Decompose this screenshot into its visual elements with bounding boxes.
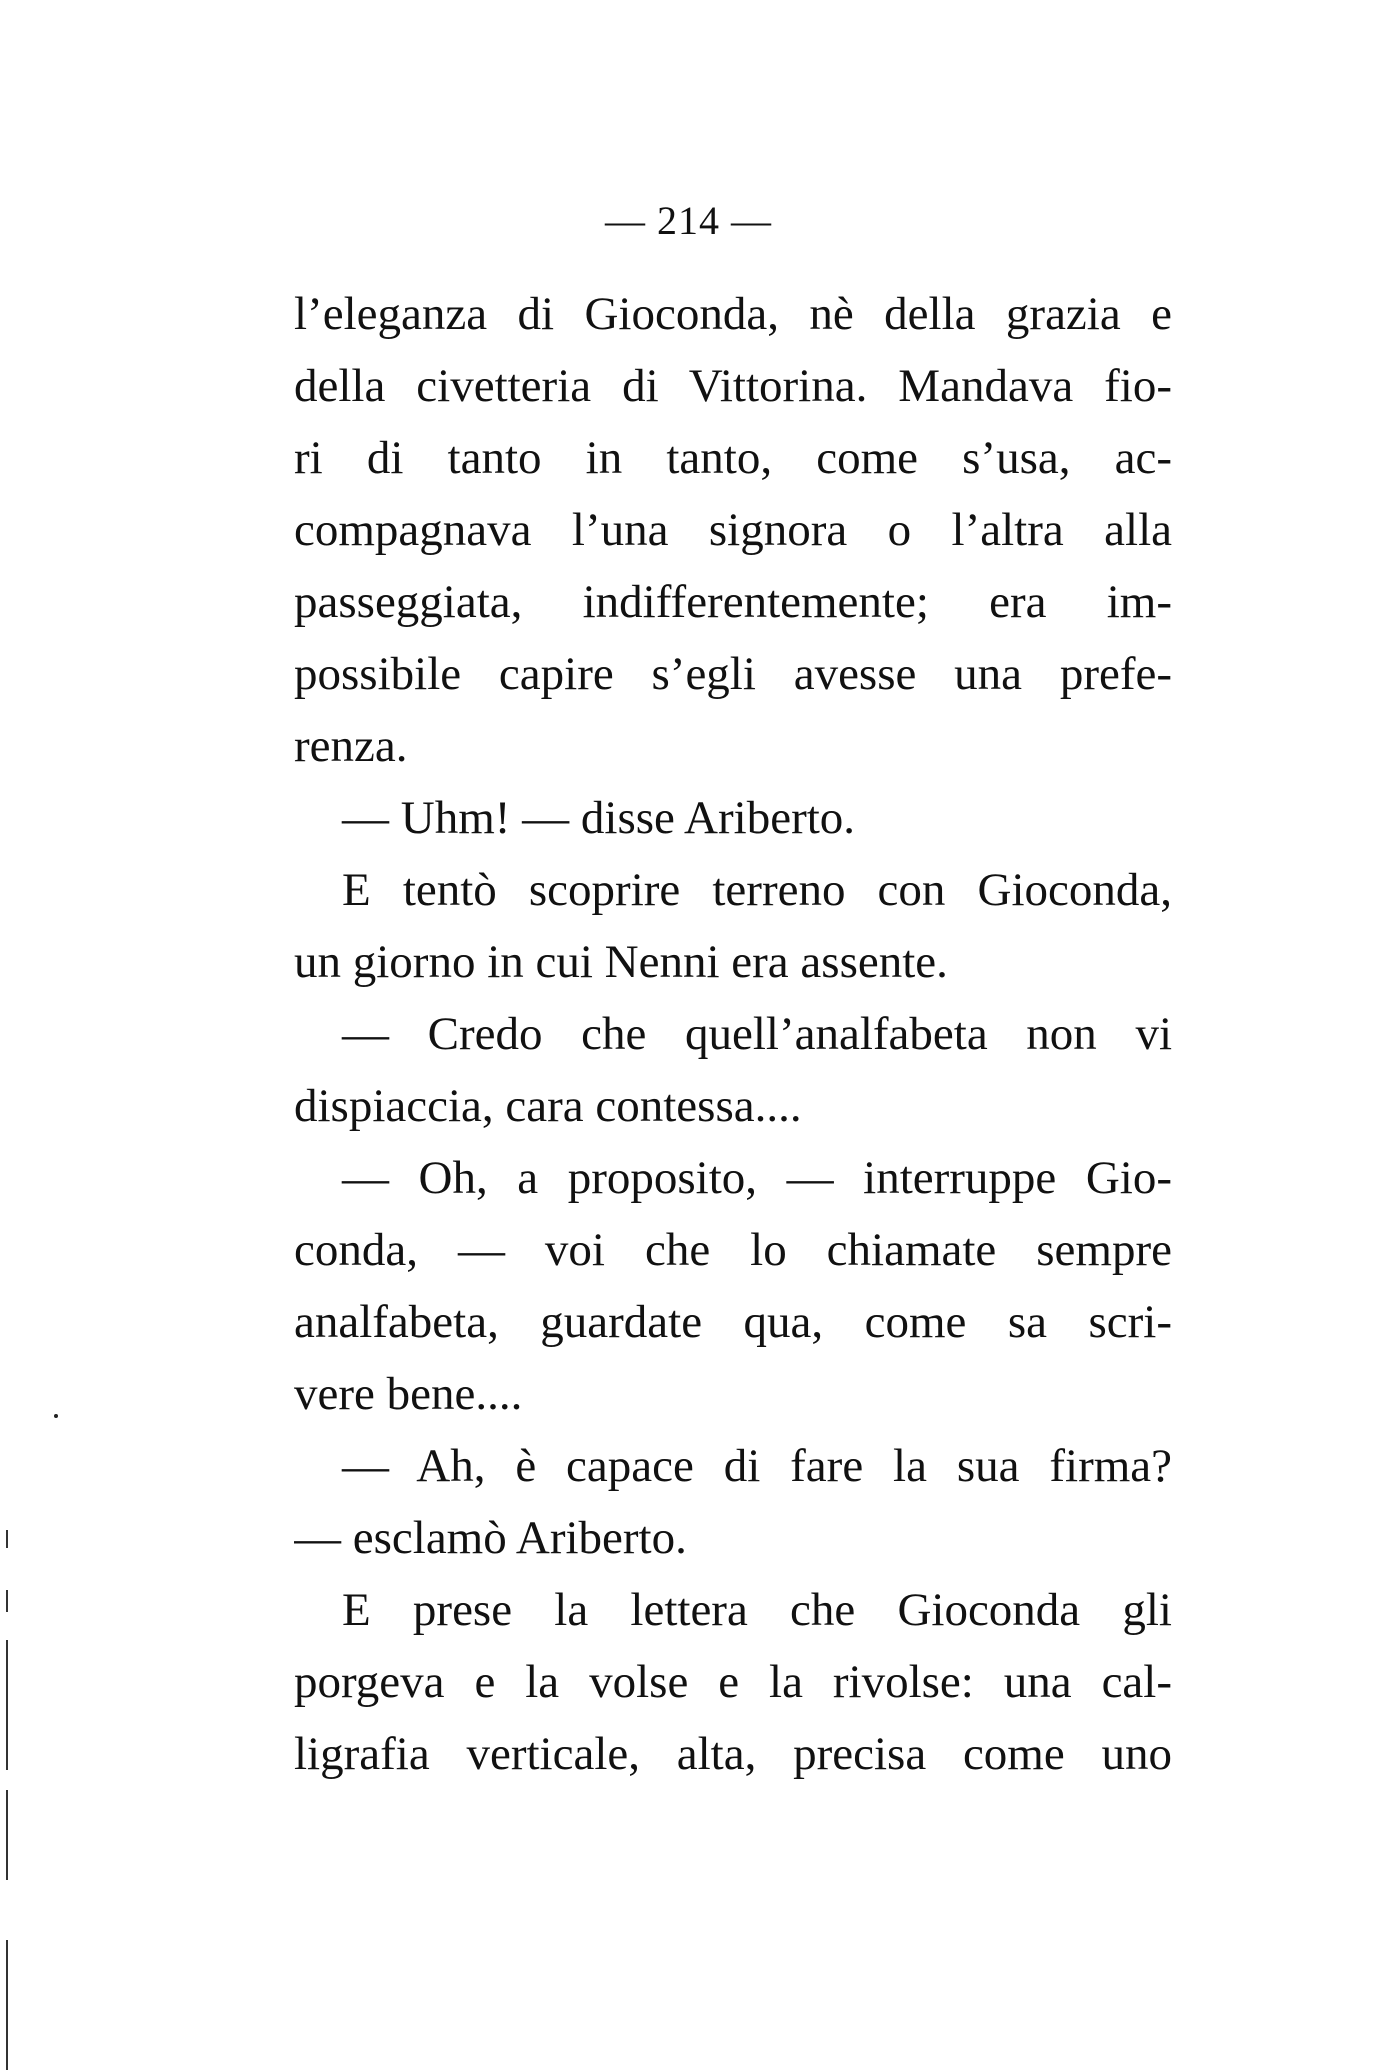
text-line: E prese la lettera che Gioconda gli [342,1584,1172,1636]
text-line: E tentò scoprire terreno con Gioconda, [342,864,1172,916]
text-line: l’eleganza di Gioconda, nè della grazia e [294,288,1172,340]
scan-mark [6,1590,8,1612]
text-line: della civetteria di Vittorina. Mandava fio- [294,360,1172,412]
text-line: ri di tanto in tanto, come s’usa, ac- [294,432,1172,484]
text-line: passeggiata, indifferentemente; era im- [294,576,1172,628]
text-line: — Credo che quell’analfabeta non vi [342,1008,1172,1060]
text-line: possibile capire s’egli avesse una prefe- [294,648,1172,700]
text-line: vere bene.... [294,1368,523,1420]
text-line: ligrafia verticale, alta, precisa come uno [294,1728,1172,1780]
scan-mark [6,1530,8,1548]
text-line: conda, — voi che lo chiamate sempre [294,1224,1172,1276]
text-line: compagnava l’una signora o l’altra alla [294,504,1172,556]
text-line: analfabeta, guardate qua, come sa scri- [294,1296,1172,1348]
scan-mark [6,1790,8,1880]
page-number: — 214 — [605,198,772,243]
text-line: dispiaccia, cara contessa.... [294,1080,802,1132]
text-line: — Ah, è capace di fare la sua firma? [342,1440,1172,1492]
scan-dot [54,1414,58,1418]
text-line: — esclamò Ariberto. [294,1512,687,1564]
scan-mark [6,1940,8,2070]
text-line: un giorno in cui Nenni era assente. [294,936,948,988]
scan-margin-marks [0,0,20,2070]
body-text [294,278,1172,1790]
text-line: renza. [294,720,408,772]
text-line: — Uhm! — disse Ariberto. [342,792,856,844]
text-line: — Oh, a proposito, — interruppe Gio- [342,1152,1172,1204]
text-line: porgeva e la volse e la rivolse: una cal- [294,1656,1172,1708]
scan-mark [6,1640,8,1770]
